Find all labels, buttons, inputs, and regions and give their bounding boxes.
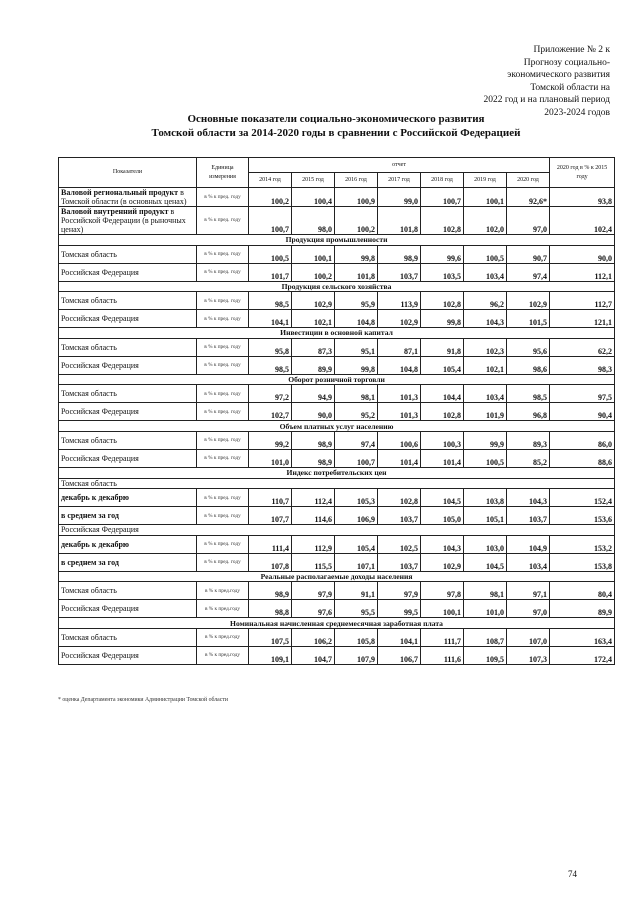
- value-cell: 88,6: [550, 449, 615, 467]
- value-cell: 97,4: [507, 263, 550, 281]
- header-indicator: Показатели: [59, 158, 197, 188]
- table-row: [59, 207, 615, 235]
- value-cell: 99,2: [249, 431, 292, 449]
- value-cell: 98,9: [249, 582, 292, 600]
- value-cell: 98,9: [292, 449, 335, 467]
- indicators-table: [58, 157, 615, 665]
- table-row: [59, 507, 615, 525]
- value-cell: 104,8: [335, 310, 378, 328]
- value-cell: 102,5: [378, 535, 421, 553]
- header-unit: Единица измерения: [197, 158, 249, 188]
- value-cell: 96,8: [507, 403, 550, 421]
- value-cell: 114,6: [292, 507, 335, 525]
- row-label-rest: в Российской Федерации (в рыночных ценах): [61, 207, 186, 234]
- row-label: Томская область: [59, 385, 197, 403]
- appendix-line: Прогнозу социально-: [523, 57, 610, 68]
- value-cell: 108,7: [464, 628, 507, 646]
- value-cell: 102,9: [421, 553, 464, 571]
- row-unit: в % к пред.году: [197, 600, 249, 618]
- section-header-row: [59, 467, 615, 478]
- value-cell: 110,7: [249, 489, 292, 507]
- value-cell: 112,1: [550, 263, 615, 281]
- table-row: [59, 403, 615, 421]
- table-row: [59, 356, 615, 374]
- value-cell: 102,4: [550, 207, 615, 235]
- value-cell: 90,0: [550, 245, 615, 263]
- value-cell: 102,8: [421, 207, 464, 235]
- value-cell: 100,9: [335, 188, 378, 207]
- value-cell: 100,7: [421, 188, 464, 207]
- row-label: [59, 207, 197, 235]
- value-cell: 121,1: [550, 310, 615, 328]
- value-cell: 100,2: [292, 263, 335, 281]
- value-cell: 97,6: [292, 600, 335, 618]
- value-cell: 109,5: [464, 646, 507, 664]
- value-cell: 103,7: [378, 263, 421, 281]
- value-cell: 105,0: [421, 507, 464, 525]
- value-cell: 105,4: [335, 535, 378, 553]
- row-label: Российская Федерация: [59, 310, 197, 328]
- table-row: [59, 292, 615, 310]
- value-cell: 101,3: [378, 403, 421, 421]
- table-row: [59, 310, 615, 328]
- value-cell: 90,0: [292, 403, 335, 421]
- row-label: декабрь к декабрю: [59, 535, 197, 553]
- value-cell: 91,8: [421, 338, 464, 356]
- row-label: в среднем за год: [59, 507, 197, 525]
- value-cell: 107,8: [249, 553, 292, 571]
- table-row: [59, 553, 615, 571]
- value-cell: 103,8: [464, 489, 507, 507]
- row-label: Российская Федерация: [59, 646, 197, 664]
- value-cell: 97,1: [507, 582, 550, 600]
- value-cell: 99,8: [421, 310, 464, 328]
- value-cell: 87,1: [378, 338, 421, 356]
- value-cell: 98,1: [335, 385, 378, 403]
- appendix-line: экономического развития: [507, 70, 610, 81]
- value-cell: 93,8: [550, 188, 615, 207]
- value-cell: 102,9: [378, 310, 421, 328]
- value-cell: 111,7: [421, 628, 464, 646]
- value-cell: 115,5: [292, 553, 335, 571]
- value-cell: 100,5: [464, 245, 507, 263]
- section-header-row: [59, 235, 615, 246]
- row-label: [59, 188, 197, 207]
- value-cell: 104,3: [464, 310, 507, 328]
- row-unit: в % к пред. году: [197, 188, 249, 207]
- row-unit: в % к пред. году: [197, 385, 249, 403]
- value-cell: 103,5: [421, 263, 464, 281]
- value-cell: 101,8: [335, 263, 378, 281]
- header-year: 2018 год: [421, 173, 464, 188]
- value-cell: 104,9: [507, 535, 550, 553]
- row-unit: в % к пред. году: [197, 338, 249, 356]
- table-row: [59, 525, 615, 536]
- row-label-bold: Валовой региональный продукт: [61, 188, 179, 197]
- header-year: 2015 год: [292, 173, 335, 188]
- value-cell: 97,5: [550, 385, 615, 403]
- value-cell: 104,3: [421, 535, 464, 553]
- value-cell: 111,4: [249, 535, 292, 553]
- row-unit: в % к пред. году: [197, 292, 249, 310]
- row-label: Томская область: [59, 628, 197, 646]
- title-line: Основные показатели социально-экономического развития: [187, 113, 485, 125]
- value-cell: 107,5: [249, 628, 292, 646]
- value-cell: 98,0: [292, 207, 335, 235]
- row-label: Томская область: [59, 478, 615, 489]
- value-cell: 100,3: [421, 431, 464, 449]
- row-label: Томская область: [59, 431, 197, 449]
- row-label: Томская область: [59, 582, 197, 600]
- value-cell: 92,6*: [507, 188, 550, 207]
- appendix-line: Приложение № 2 к: [533, 45, 610, 55]
- value-cell: 103,0: [464, 535, 507, 553]
- table-row: [59, 385, 615, 403]
- value-cell: 98,3: [550, 356, 615, 374]
- value-cell: 107,9: [335, 646, 378, 664]
- row-unit: в % к пред. году: [197, 431, 249, 449]
- section-header-row: [59, 571, 615, 582]
- value-cell: 100,7: [335, 449, 378, 467]
- appendix-line: 2022 год и на плановый период: [483, 95, 610, 106]
- row-unit: в % к пред. году: [197, 207, 249, 235]
- value-cell: 96,2: [464, 292, 507, 310]
- value-cell: 103,4: [507, 553, 550, 571]
- value-cell: 100,1: [292, 245, 335, 263]
- value-cell: 103,7: [507, 507, 550, 525]
- value-cell: 105,4: [421, 356, 464, 374]
- value-cell: 103,7: [378, 507, 421, 525]
- header-year: 2019 год: [464, 173, 507, 188]
- value-cell: 107,3: [507, 646, 550, 664]
- value-cell: 102,3: [464, 338, 507, 356]
- section-header-row: [59, 374, 615, 385]
- value-cell: 100,2: [249, 188, 292, 207]
- value-cell: 62,2: [550, 338, 615, 356]
- row-unit: в % к пред. году: [197, 449, 249, 467]
- row-label: Томская область: [59, 245, 197, 263]
- value-cell: 98,5: [249, 356, 292, 374]
- value-cell: 95,9: [335, 292, 378, 310]
- table-row: [59, 628, 615, 646]
- section-title: Номинальная начисленная среднемесячная заработная плата: [59, 618, 615, 629]
- value-cell: 95,6: [507, 338, 550, 356]
- row-label: Томская область: [59, 338, 197, 356]
- table-row: [59, 188, 615, 207]
- value-cell: 91,1: [335, 582, 378, 600]
- value-cell: 104,5: [464, 553, 507, 571]
- value-cell: 104,3: [507, 489, 550, 507]
- section-title: Индекс потребительских цен: [59, 467, 615, 478]
- row-unit: в % к пред. году: [197, 310, 249, 328]
- value-cell: 97,9: [378, 582, 421, 600]
- footnote: * оценка Департамента экономики Администрации Томской области: [58, 697, 228, 703]
- row-unit: в % к пред.году: [197, 646, 249, 664]
- table-row: [59, 449, 615, 467]
- value-cell: 102,0: [464, 207, 507, 235]
- table-body: [59, 188, 615, 665]
- section-header-row: [59, 618, 615, 629]
- row-label: Томская область: [59, 292, 197, 310]
- value-cell: 107,7: [249, 507, 292, 525]
- value-cell: 80,4: [550, 582, 615, 600]
- value-cell: 101,8: [378, 207, 421, 235]
- section-header-row: [59, 328, 615, 339]
- value-cell: 105,3: [335, 489, 378, 507]
- value-cell: 89,9: [292, 356, 335, 374]
- appendix-note: [380, 44, 610, 120]
- value-cell: 99,8: [335, 356, 378, 374]
- section-header-row: [59, 421, 615, 432]
- section-header-row: [59, 281, 615, 292]
- value-cell: 97,2: [249, 385, 292, 403]
- value-cell: 102,8: [378, 489, 421, 507]
- value-cell: 102,8: [421, 403, 464, 421]
- row-unit: в % к пред. году: [197, 507, 249, 525]
- value-cell: 153,8: [550, 553, 615, 571]
- value-cell: 95,1: [335, 338, 378, 356]
- row-unit: в % к пред. году: [197, 263, 249, 281]
- value-cell: 107,0: [507, 628, 550, 646]
- value-cell: 99,9: [464, 431, 507, 449]
- value-cell: 97,4: [335, 431, 378, 449]
- section-title: Оборот розничной торговли: [59, 374, 615, 385]
- header-ratio: 2020 год в % к 2015 году: [550, 158, 615, 188]
- value-cell: 99,5: [378, 600, 421, 618]
- table-row: [59, 489, 615, 507]
- header-year: 2016 год: [335, 173, 378, 188]
- header-year: 2014 год: [249, 173, 292, 188]
- value-cell: 98,6: [507, 356, 550, 374]
- value-cell: 102,1: [464, 356, 507, 374]
- table-row: [59, 646, 615, 664]
- value-cell: 101,7: [249, 263, 292, 281]
- page-number: 74: [568, 869, 577, 879]
- row-unit: в % к пред. году: [197, 489, 249, 507]
- value-cell: 101,0: [249, 449, 292, 467]
- table-row: [59, 535, 615, 553]
- value-cell: 98,5: [249, 292, 292, 310]
- value-cell: 172,4: [550, 646, 615, 664]
- row-label: Российская Федерация: [59, 449, 197, 467]
- value-cell: 97,0: [507, 207, 550, 235]
- row-unit: в % к пред.году: [197, 628, 249, 646]
- row-label: Российская Федерация: [59, 525, 615, 536]
- table-row: [59, 263, 615, 281]
- value-cell: 101,0: [464, 600, 507, 618]
- title-line: Томской области за 2014-2020 годы в сравнении с Российской Федерацией: [151, 126, 521, 139]
- value-cell: 97,8: [421, 582, 464, 600]
- value-cell: 102,9: [292, 292, 335, 310]
- value-cell: 98,8: [249, 600, 292, 618]
- value-cell: 112,7: [550, 292, 615, 310]
- value-cell: 90,4: [550, 403, 615, 421]
- value-cell: 101,5: [507, 310, 550, 328]
- value-cell: 163,4: [550, 628, 615, 646]
- value-cell: 104,1: [378, 628, 421, 646]
- section-title: Инвестиции в основной капитал: [59, 328, 615, 339]
- value-cell: 99,6: [421, 245, 464, 263]
- row-label: Российская Федерация: [59, 263, 197, 281]
- value-cell: 86,0: [550, 431, 615, 449]
- value-cell: 101,4: [421, 449, 464, 467]
- value-cell: 98,9: [378, 245, 421, 263]
- header-year: 2020 год: [507, 173, 550, 188]
- table-row: [59, 431, 615, 449]
- value-cell: 95,8: [249, 338, 292, 356]
- value-cell: 107,1: [335, 553, 378, 571]
- value-cell: 106,2: [292, 628, 335, 646]
- value-cell: 104,5: [421, 489, 464, 507]
- value-cell: 152,4: [550, 489, 615, 507]
- header-report: отчет: [249, 158, 550, 173]
- appendix-line: Томской области на: [530, 82, 610, 93]
- table-row: [59, 582, 615, 600]
- value-cell: 98,9: [292, 431, 335, 449]
- value-cell: 97,0: [507, 600, 550, 618]
- value-cell: 102,9: [507, 292, 550, 310]
- value-cell: 102,7: [249, 403, 292, 421]
- value-cell: 94,9: [292, 385, 335, 403]
- value-cell: 103,4: [464, 385, 507, 403]
- value-cell: 85,2: [507, 449, 550, 467]
- value-cell: 112,4: [292, 489, 335, 507]
- value-cell: 100,2: [335, 207, 378, 235]
- row-label: Российская Федерация: [59, 403, 197, 421]
- value-cell: 105,8: [335, 628, 378, 646]
- value-cell: 104,4: [421, 385, 464, 403]
- value-cell: 105,1: [464, 507, 507, 525]
- row-label: Российская Федерация: [59, 356, 197, 374]
- row-unit: в % к пред.году: [197, 582, 249, 600]
- table-row: [59, 600, 615, 618]
- value-cell: 89,9: [550, 600, 615, 618]
- value-cell: 104,7: [292, 646, 335, 664]
- table-row: [59, 338, 615, 356]
- section-title: Продукция промышленности: [59, 235, 615, 246]
- row-unit: в % к пред. году: [197, 403, 249, 421]
- value-cell: 95,5: [335, 600, 378, 618]
- value-cell: 98,5: [507, 385, 550, 403]
- value-cell: 100,7: [249, 207, 292, 235]
- value-cell: 113,9: [378, 292, 421, 310]
- table-row: [59, 245, 615, 263]
- appendix-line: 2023-2024 годов: [544, 107, 610, 118]
- row-unit: в % к пред. году: [197, 356, 249, 374]
- value-cell: 100,5: [249, 245, 292, 263]
- table-row: [59, 478, 615, 489]
- value-cell: 101,9: [464, 403, 507, 421]
- section-title: Объем платных услуг населению: [59, 421, 615, 432]
- value-cell: 103,4: [464, 263, 507, 281]
- value-cell: 98,1: [464, 582, 507, 600]
- value-cell: 89,3: [507, 431, 550, 449]
- document-title: [58, 113, 614, 140]
- value-cell: 106,9: [335, 507, 378, 525]
- value-cell: 101,4: [378, 449, 421, 467]
- value-cell: 97,9: [292, 582, 335, 600]
- value-cell: 95,2: [335, 403, 378, 421]
- row-unit: в % к пред. году: [197, 535, 249, 553]
- value-cell: 104,8: [378, 356, 421, 374]
- value-cell: 102,8: [421, 292, 464, 310]
- value-cell: 153,2: [550, 535, 615, 553]
- row-label: в среднем за год: [59, 553, 197, 571]
- value-cell: 103,7: [378, 553, 421, 571]
- section-title: Реальные располагаемые доходы населения: [59, 571, 615, 582]
- value-cell: 112,9: [292, 535, 335, 553]
- value-cell: 106,7: [378, 646, 421, 664]
- value-cell: 99,0: [378, 188, 421, 207]
- section-title: Продукция сельского хозяйства: [59, 281, 615, 292]
- value-cell: 104,1: [249, 310, 292, 328]
- value-cell: 100,6: [378, 431, 421, 449]
- row-unit: в % к пред. году: [197, 245, 249, 263]
- value-cell: 102,1: [292, 310, 335, 328]
- value-cell: 87,3: [292, 338, 335, 356]
- value-cell: 111,6: [421, 646, 464, 664]
- row-label: Российская Федерация: [59, 600, 197, 618]
- value-cell: 109,1: [249, 646, 292, 664]
- value-cell: 100,4: [292, 188, 335, 207]
- row-label-bold: Валовой внутренний продукт: [61, 207, 169, 216]
- value-cell: 99,8: [335, 245, 378, 263]
- value-cell: 101,3: [378, 385, 421, 403]
- row-label-rest: в Томской области (в основных ценах): [61, 188, 187, 206]
- value-cell: 100,1: [421, 600, 464, 618]
- value-cell: 100,1: [464, 188, 507, 207]
- row-unit: в % к пред. году: [197, 553, 249, 571]
- row-label: декабрь к декабрю: [59, 489, 197, 507]
- value-cell: 90,7: [507, 245, 550, 263]
- value-cell: 153,6: [550, 507, 615, 525]
- header-year: 2017 год: [378, 173, 421, 188]
- value-cell: 100,5: [464, 449, 507, 467]
